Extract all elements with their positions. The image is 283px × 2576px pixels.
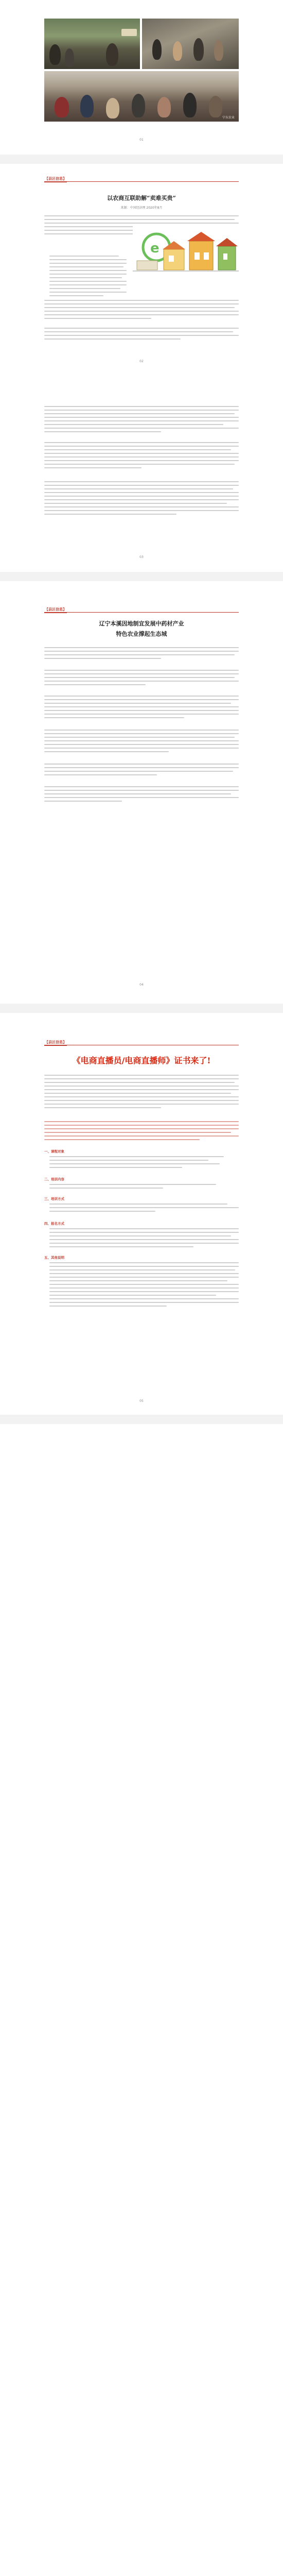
section-heading-3: 三、培训方式 <box>44 1197 64 1201</box>
watermark-text: 宁东农业 <box>222 116 235 120</box>
section-body-4 <box>49 1228 239 1250</box>
paragraph-body-3 <box>44 406 239 435</box>
page-number: 05 <box>139 1399 144 1403</box>
tag-underline <box>44 612 239 613</box>
article-title: 以农商互联助解“卖难买贵” <box>107 195 176 201</box>
paragraph-body-1 <box>44 647 239 662</box>
page-number: 02 <box>139 360 144 363</box>
page-article-2 <box>0 581 283 1004</box>
paragraph-body-5 <box>44 481 239 517</box>
page-separator <box>0 155 283 164</box>
tag-underline <box>44 181 239 182</box>
section-tag: 【县区信息】 <box>44 1040 67 1046</box>
section-heading-2: 二、培训内容 <box>44 1177 64 1181</box>
paragraph-body-4 <box>44 442 239 471</box>
section-body-5 <box>49 1262 239 1309</box>
paragraph-body-5 <box>44 764 239 778</box>
svg-text:e: e <box>150 241 160 256</box>
ecommerce-illustration <box>133 226 239 277</box>
section-body-1 <box>49 1156 239 1171</box>
page-separator <box>0 1004 283 1013</box>
page-number: 03 <box>139 555 144 559</box>
article-title: 《电商直播员/电商直播师》证书来了! <box>72 1056 211 1065</box>
section-tag: 【县区信息】 <box>44 176 67 182</box>
section-heading-1: 一、课程对象 <box>44 1149 64 1154</box>
page-photos <box>0 0 283 155</box>
page-number: 01 <box>139 138 144 142</box>
paragraph-body-6 <box>44 786 239 804</box>
paragraph-body-1 <box>44 300 239 321</box>
photo-outdoor-venue <box>44 19 140 69</box>
page-number: 04 <box>139 983 144 987</box>
article-title-line-2: 特色农业撑起生态城 <box>116 631 167 637</box>
paragraph-highlight <box>44 1121 239 1143</box>
article-title-line-1: 辽宁本溪因地制宜发展中药材产业 <box>99 620 184 627</box>
photo-training-classroom <box>44 71 239 122</box>
article-source: 来源：中国经济网 2020年8月 <box>120 206 163 210</box>
page-article-1 <box>0 164 283 572</box>
paragraph-body-2 <box>44 328 239 342</box>
photo-group-meeting <box>142 19 239 69</box>
section-body-2 <box>49 1184 239 1191</box>
page-separator <box>0 572 283 581</box>
paragraph-body-2 <box>44 670 239 688</box>
page-article-3 <box>0 1013 283 1415</box>
page-separator <box>0 1415 283 1424</box>
section-body-3 <box>49 1204 239 1214</box>
section-heading-4: 四、报名方式 <box>44 1222 64 1226</box>
paragraph-body-3 <box>44 696 239 721</box>
section-heading-5: 五、其他说明 <box>44 1256 64 1260</box>
page-footer <box>0 1424 283 2576</box>
paragraph-body-4 <box>44 730 239 755</box>
section-tag: 【县区信息】 <box>44 607 67 613</box>
paragraph-left-column <box>49 256 127 299</box>
paragraph-intro <box>44 1075 239 1111</box>
